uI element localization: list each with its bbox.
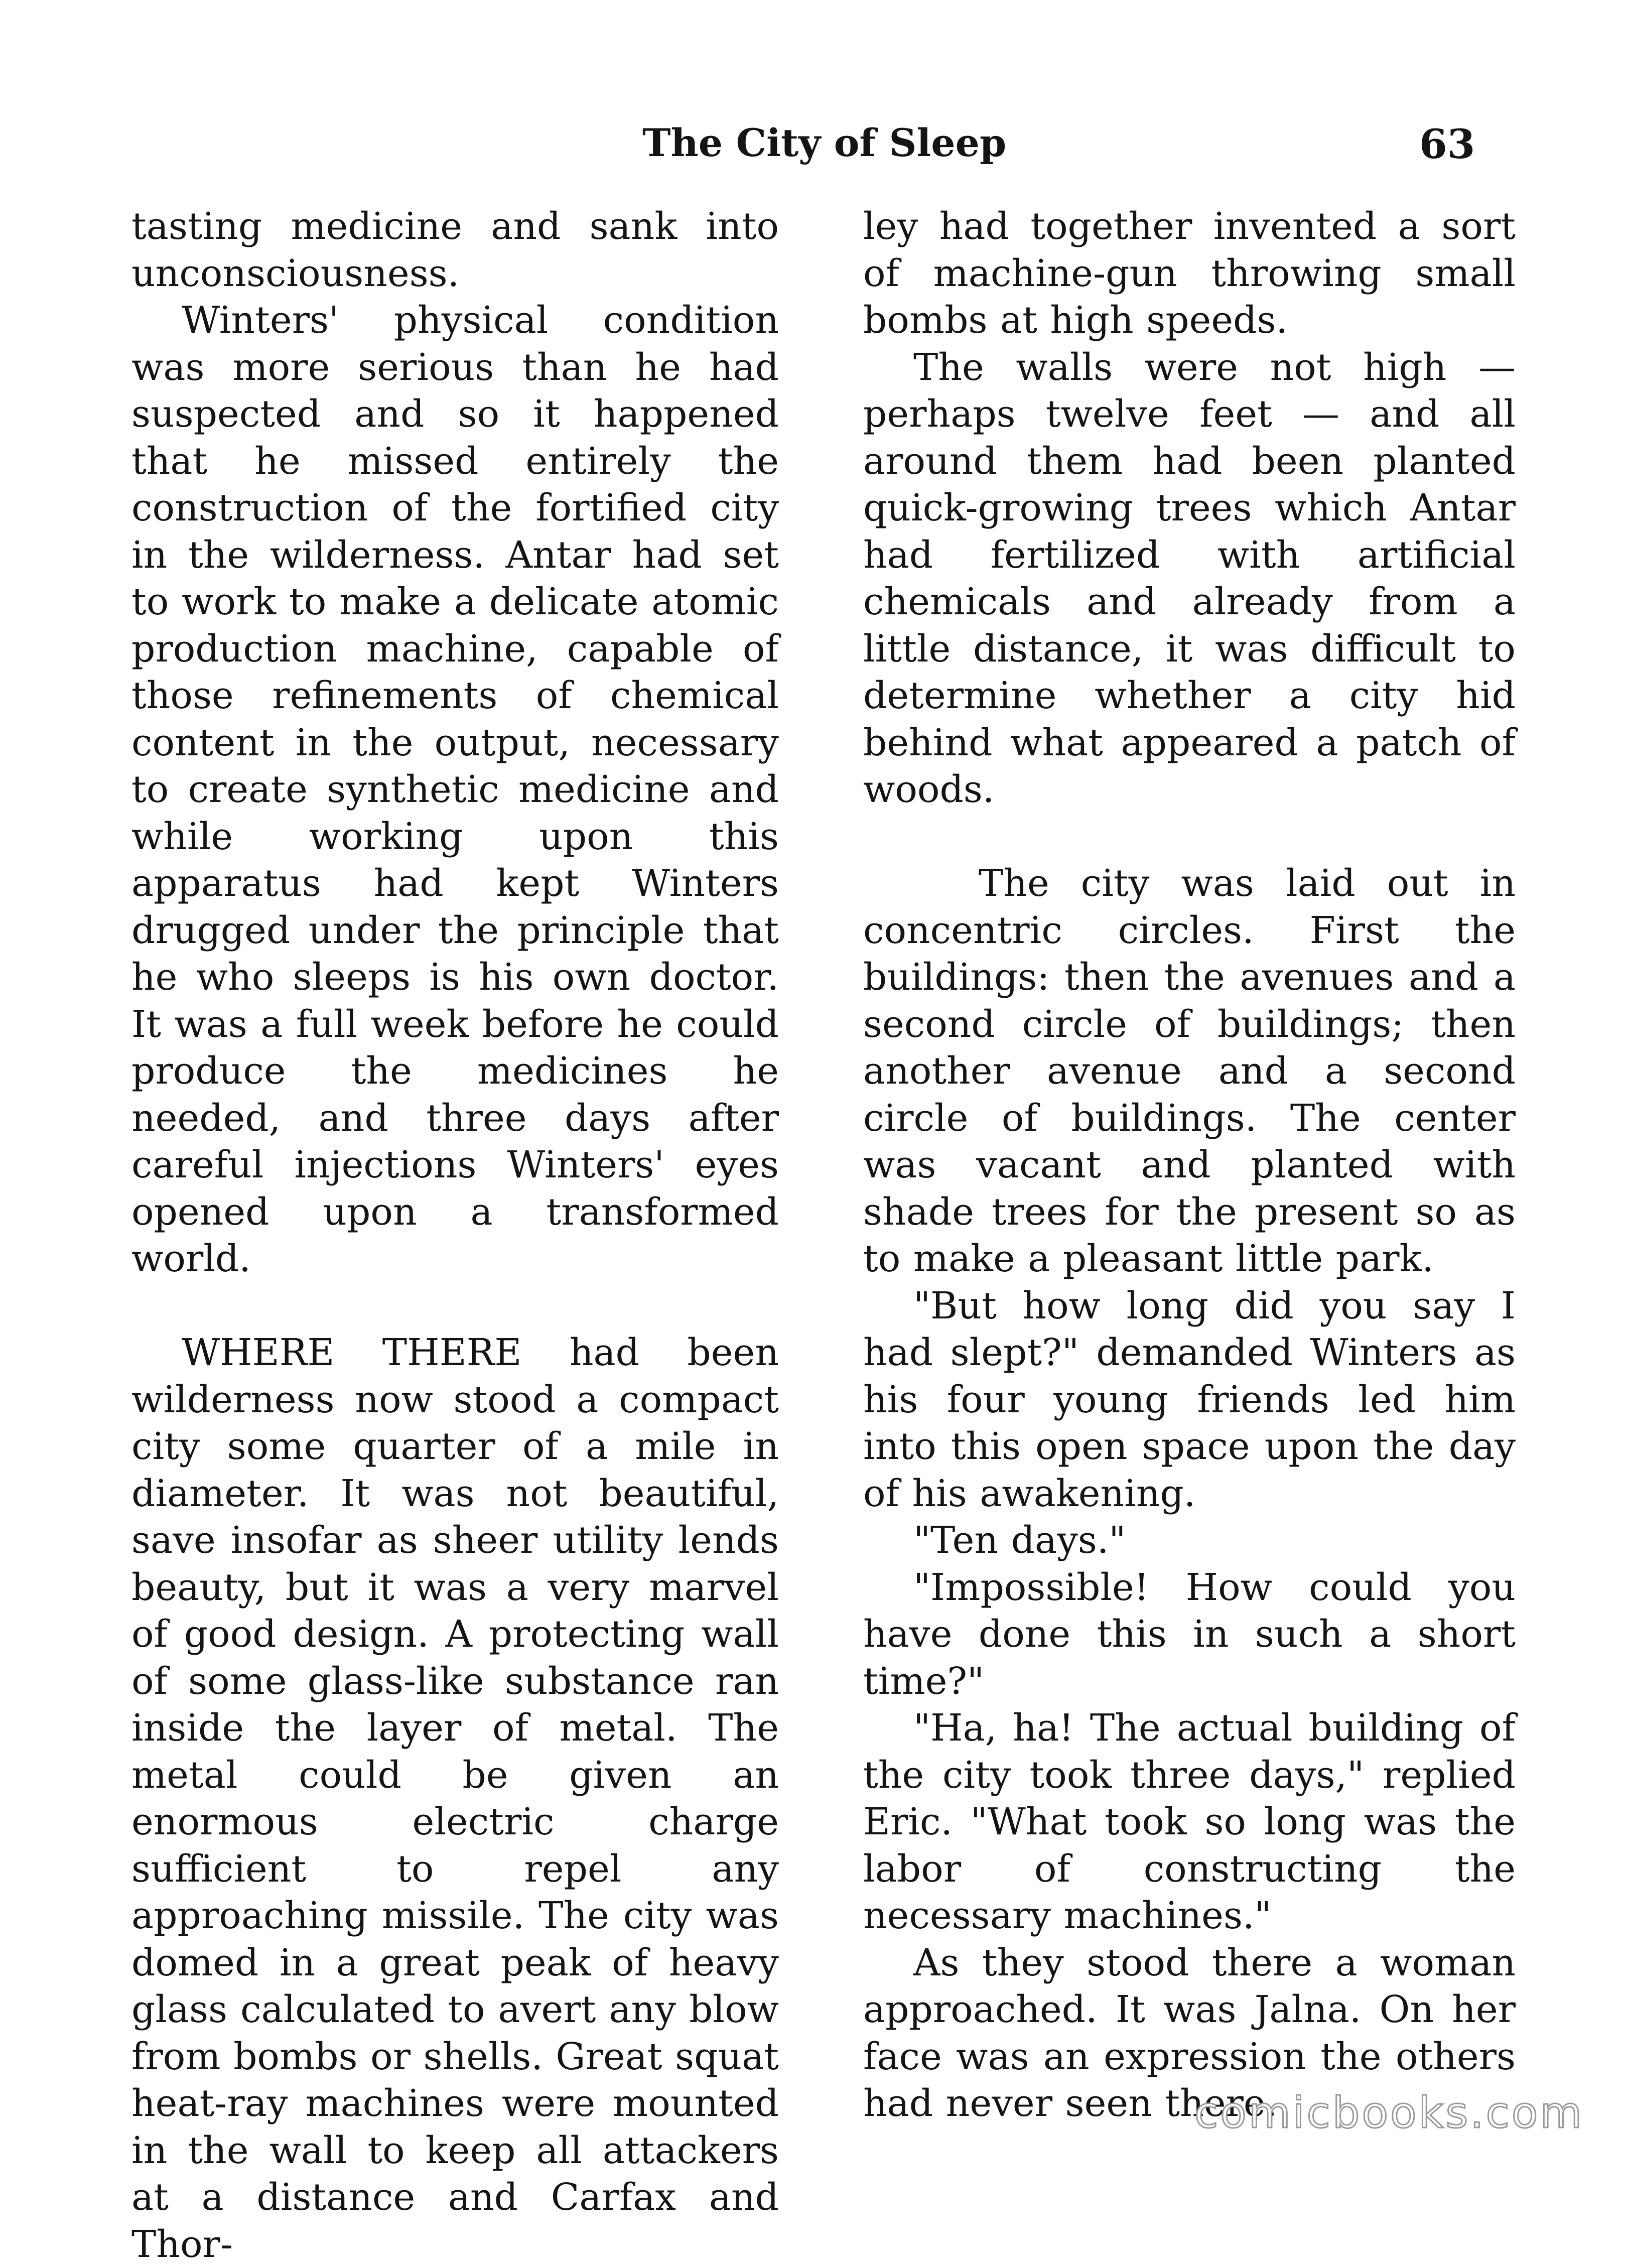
- watermark: comicbooks.com: [1194, 2088, 1584, 2138]
- right-column: [863, 203, 1516, 2127]
- paragraph: The walls were not high — perhaps twelve feet — and all around them had been planted quick-growing trees which Antar had fertilized with artificial chemicals and already from a little distance, it was difficult to determine whether a city hid behind what appeared a patch of woods.: [863, 345, 1516, 811]
- paragraph: The city was laid out in concentric circles. First the buildings: then the avenues and a second circle of buildings; then another avenue and a second circle of buildings. The center was vacant and planted with shade trees for the present so as to make a pleasant little park.: [863, 862, 1516, 1280]
- page-number: 63: [1419, 120, 1475, 168]
- paragraph: As they stood there a woman approached. It was Jalna. On her face was an expression the others had never seen there.: [863, 1941, 1516, 2125]
- paragraph: tasting medicine and sank into unconsciousness.: [131, 205, 779, 295]
- chapter-title: The City of Sleep: [642, 120, 1007, 165]
- left-column: [131, 203, 779, 2268]
- paragraph: Winters' physical condition was more serious than he had suspected and so it happened that he missed entirely the construction of the fortified city in the wilderness. Antar had set to work to make a delicate atomic production machine, capable of those refinements of chemical content in the output, necessary to create synthetic medicine and while working upon this apparatus had kept Winters drugged under the principle that he who sleeps is his own doctor. It was a full week before he could produce the medicines he needed, and three days after careful injections Winters' eyes opened upon a transformed world.: [131, 299, 779, 1280]
- paragraph: "Ten days.": [913, 1519, 1126, 1562]
- section-break: [131, 1283, 779, 1330]
- paragraph: "Impossible! How could you have done this in such a short time?": [863, 1565, 1516, 1703]
- section-break: [863, 814, 1516, 861]
- paragraph: "But how long did you say I had slept?" demanded Winters as his four young friends led him into this open space upon the day of his awakening.: [863, 1284, 1516, 1515]
- running-head: [0, 120, 1626, 176]
- paragraph: "Ha, ha! The actual building of the city took three days," replied Eric. "What took so long was the labor of constructing the necessary machines.": [863, 1706, 1516, 1937]
- paragraph: ley had together invented a sort of machine-gun throwing small bombs at high speeds.: [863, 205, 1516, 342]
- paragraph: WHERE THERE had been wilderness now stood a compact city some quarter of a mile in diameter. It was not beautiful, save insofar as sheer utility lends beauty, but it was a very marvel of good design. A protecting wall of some glass-like substance ran inside the layer of metal. The metal could be given an enormous electric charge sufficient to repel any approaching missile. The city was domed in a great peak of heavy glass calculated to avert any blow from bombs or shells. Great squat heat-ray machines were mounted in the wall to keep all attackers at a distance and Carfax and Thor-: [131, 1331, 779, 2266]
